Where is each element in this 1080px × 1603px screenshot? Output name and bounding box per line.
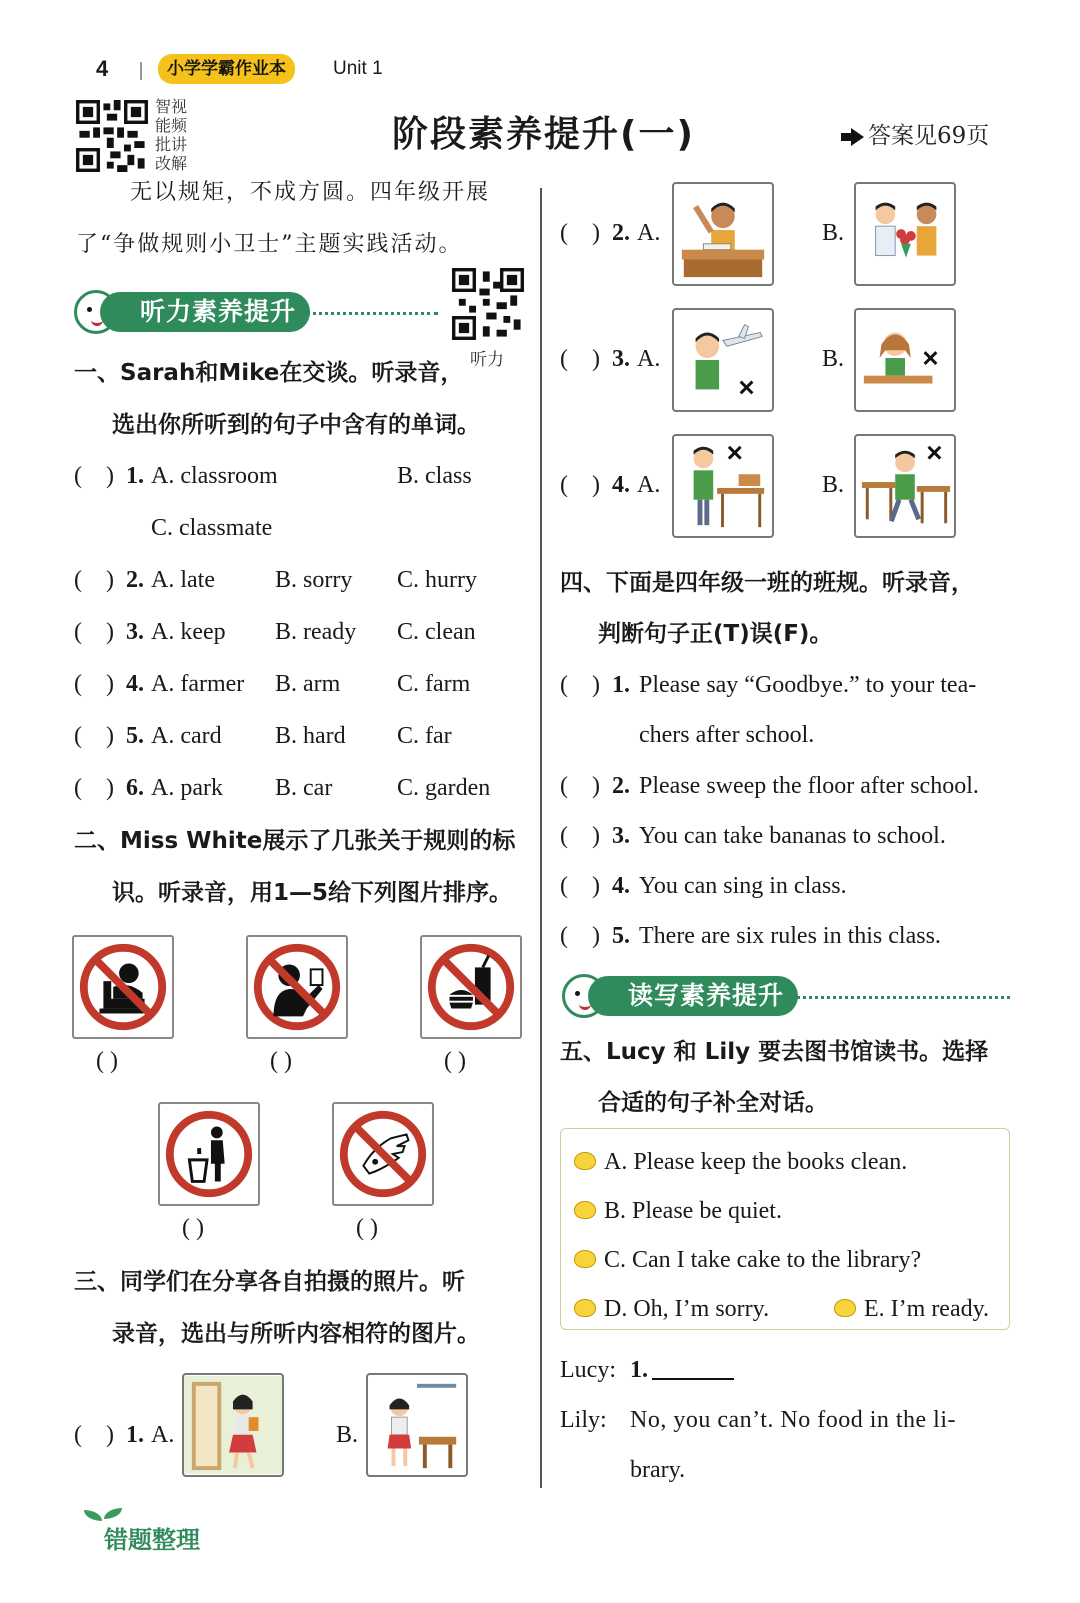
option-c: C. classmate	[151, 515, 273, 541]
option-a-label: A.	[637, 472, 661, 498]
intro-line-2: 了“争做规则小卫士”主题实践活动。	[76, 232, 463, 257]
girl-at-desk-picture	[854, 308, 956, 412]
option-b-label: B.	[822, 346, 845, 372]
sec4-heading-line1: 四、下面是四年级一班的班规。听录音，	[560, 570, 974, 596]
item-number: 1.	[126, 1422, 144, 1448]
page-title: 阶段素养提升(一)	[392, 114, 695, 155]
answer-blank[interactable]: ( )	[560, 220, 600, 246]
option-b: B. sorry	[275, 567, 353, 593]
banner-dotted-line	[306, 312, 438, 315]
sec5-heading-line1: 五、Lucy 和 Lily 要去图书馆读书。选择	[560, 1039, 989, 1065]
no-touching-sign-icon	[332, 1102, 434, 1206]
dialogue-text: No, you can’t. No food in the li-	[630, 1407, 957, 1433]
answer-blank[interactable]: ( )	[74, 463, 114, 489]
sign-order-blank[interactable]: ( )	[182, 1215, 204, 1241]
chick-icon	[574, 1201, 596, 1219]
no-littering-sign-icon	[158, 1102, 260, 1206]
girl-entering-classroom-picture	[182, 1373, 284, 1477]
boy-running-by-desks-picture	[854, 434, 956, 538]
arrow-right-icon	[851, 128, 864, 146]
no-sleeping-in-class-sign-icon	[72, 935, 174, 1039]
listening-qr-code-icon[interactable]	[452, 268, 524, 340]
option-a-label: A.	[637, 220, 661, 246]
option-a-label: A.	[151, 1422, 175, 1448]
chick-icon	[574, 1299, 596, 1317]
statement-text: Please sweep the floor after school.	[639, 773, 979, 799]
item-number: 2.	[126, 567, 144, 593]
item-number: 1.	[126, 463, 144, 489]
page-number: 4	[96, 56, 109, 81]
option-a: A. late	[151, 567, 215, 593]
no-touching-switch-sign-icon	[246, 935, 348, 1039]
item-number: 3.	[612, 823, 630, 849]
option-c: C. hurry	[397, 567, 477, 593]
option-b: B. Please be quiet.	[574, 1196, 782, 1226]
leaf-icon	[84, 1510, 102, 1521]
option-a-label: A.	[637, 346, 661, 372]
sec4-heading-line2: 判断句子正(T)误(F)。	[598, 621, 833, 647]
banner-dotted-line	[792, 996, 1010, 999]
option-b: B. ready	[275, 619, 357, 645]
dialogue-speaker: Lucy:	[560, 1357, 616, 1383]
item-number: 4.	[126, 671, 144, 697]
sec1-heading-line1: 一、Sarah和Mike在交谈。听录音，	[74, 360, 464, 386]
option-a: A. card	[151, 723, 222, 749]
sec3-heading-line1: 三、同学们在分享各自拍摄的照片。听	[74, 1269, 465, 1295]
sign-order-blank[interactable]: ( )	[270, 1048, 292, 1074]
qr-caption: 智视 能频 批讲 改解	[155, 97, 188, 173]
answer-reference: 答案见69页	[851, 117, 989, 150]
option-b: B. hard	[275, 723, 346, 749]
option-b: B. car	[275, 775, 333, 801]
option-e: E. I’m ready.	[834, 1294, 989, 1324]
answer-blank[interactable]: ( )	[74, 671, 114, 697]
sec2-heading-line1: 二、Miss White展示了几张关于规则的标	[74, 828, 516, 854]
sign-order-blank[interactable]: ( )	[444, 1048, 466, 1074]
statement-text: You can sing in class.	[639, 873, 847, 899]
intro-line-1: 无以规矩，不成方圆。四年级开展	[130, 180, 491, 205]
item-number: 6.	[126, 775, 144, 801]
option-c: C. far	[397, 723, 452, 749]
answer-blank[interactable]: ( )	[560, 873, 600, 899]
option-c: C. Can I take cake to the library?	[574, 1245, 921, 1275]
leaf-icon	[104, 1508, 122, 1519]
option-a: A. keep	[151, 619, 226, 645]
option-a: A. classroom	[151, 463, 278, 489]
option-a: A. park	[151, 775, 223, 801]
sign-order-blank[interactable]: ( )	[356, 1215, 378, 1241]
girl-by-desk-picture	[366, 1373, 468, 1477]
answer-blank[interactable]: ( )	[74, 567, 114, 593]
listening-qr-label: 听力	[470, 350, 504, 370]
chick-icon	[574, 1250, 596, 1268]
item-number: 3.	[612, 346, 630, 372]
boy-raising-hand-picture	[672, 182, 774, 286]
dialogue-answer-blank[interactable]	[652, 1358, 734, 1380]
answer-blank[interactable]: ( )	[74, 619, 114, 645]
answer-blank[interactable]: ( )	[560, 346, 600, 372]
qr-code-icon[interactable]	[76, 100, 148, 172]
answer-blank[interactable]: ( )	[74, 723, 114, 749]
sec1-heading-line2: 选出你所听到的句子中含有的单词。	[112, 412, 480, 438]
chick-icon	[574, 1152, 596, 1170]
option-c: C. clean	[397, 619, 476, 645]
statement-text: You can take bananas to school.	[639, 823, 946, 849]
option-a: A. Please keep the books clean.	[574, 1147, 907, 1177]
answer-blank[interactable]: ( )	[74, 775, 114, 801]
item-number: 2.	[612, 220, 630, 246]
answer-blank[interactable]: ( )	[560, 923, 600, 949]
answer-blank[interactable]: ( )	[560, 773, 600, 799]
dialogue-speaker: Lily:	[560, 1407, 607, 1433]
answer-blank[interactable]: ( )	[74, 1422, 114, 1448]
statement-text-cont: chers after school.	[639, 722, 815, 748]
header-divider	[140, 62, 142, 80]
answer-blank[interactable]: ( )	[560, 823, 600, 849]
item-number: 3.	[126, 619, 144, 645]
answer-blank[interactable]: ( )	[560, 472, 600, 498]
item-number: 5.	[612, 923, 630, 949]
boys-giving-flowers-picture	[854, 182, 956, 286]
statement-text: Please say “Goodbye.” to your tea-	[639, 672, 977, 698]
column-divider	[540, 188, 542, 1488]
sec5-heading-line2: 合适的句子补全对话。	[598, 1090, 828, 1116]
sec2-heading-line2: 识。听录音，用1—5给下列图片排序。	[112, 880, 513, 906]
option-c: C. farm	[397, 671, 471, 697]
reading-section-banner: 读写素养提升	[588, 976, 798, 1016]
series-badge: 小学学霸作业本	[158, 54, 295, 84]
option-b-label: B.	[822, 220, 845, 246]
item-number: 2.	[612, 773, 630, 799]
sign-order-blank[interactable]: ( )	[96, 1048, 118, 1074]
option-c: C. garden	[397, 775, 491, 801]
option-d: D. Oh, I’m sorry.	[574, 1294, 769, 1324]
boy-with-toy-plane-picture	[672, 308, 774, 412]
listening-section-banner: 听力素养提升	[100, 292, 310, 332]
item-number: 4.	[612, 472, 630, 498]
answer-blank[interactable]: ( )	[560, 672, 600, 698]
option-b: B. arm	[275, 671, 341, 697]
option-b-label: B.	[336, 1422, 359, 1448]
chick-icon	[834, 1299, 856, 1317]
option-b-label: B.	[822, 472, 845, 498]
boy-with-chair-picture	[672, 434, 774, 538]
item-number: 4.	[612, 873, 630, 899]
option-b: B. class	[397, 463, 472, 489]
no-food-and-drink-sign-icon	[420, 935, 522, 1039]
dialogue-number: 1.	[630, 1357, 648, 1383]
statement-text: There are six rules in this class.	[639, 923, 941, 949]
unit-label: Unit 1	[333, 58, 383, 79]
item-number: 1.	[612, 672, 630, 698]
option-a: A. farmer	[151, 671, 245, 697]
dialogue-text-cont: brary.	[630, 1457, 686, 1483]
item-number: 5.	[126, 723, 144, 749]
sec3-heading-line2: 录音，选出与所听内容相符的图片。	[112, 1321, 480, 1347]
mistake-review-label: 错题整理	[104, 1526, 200, 1554]
